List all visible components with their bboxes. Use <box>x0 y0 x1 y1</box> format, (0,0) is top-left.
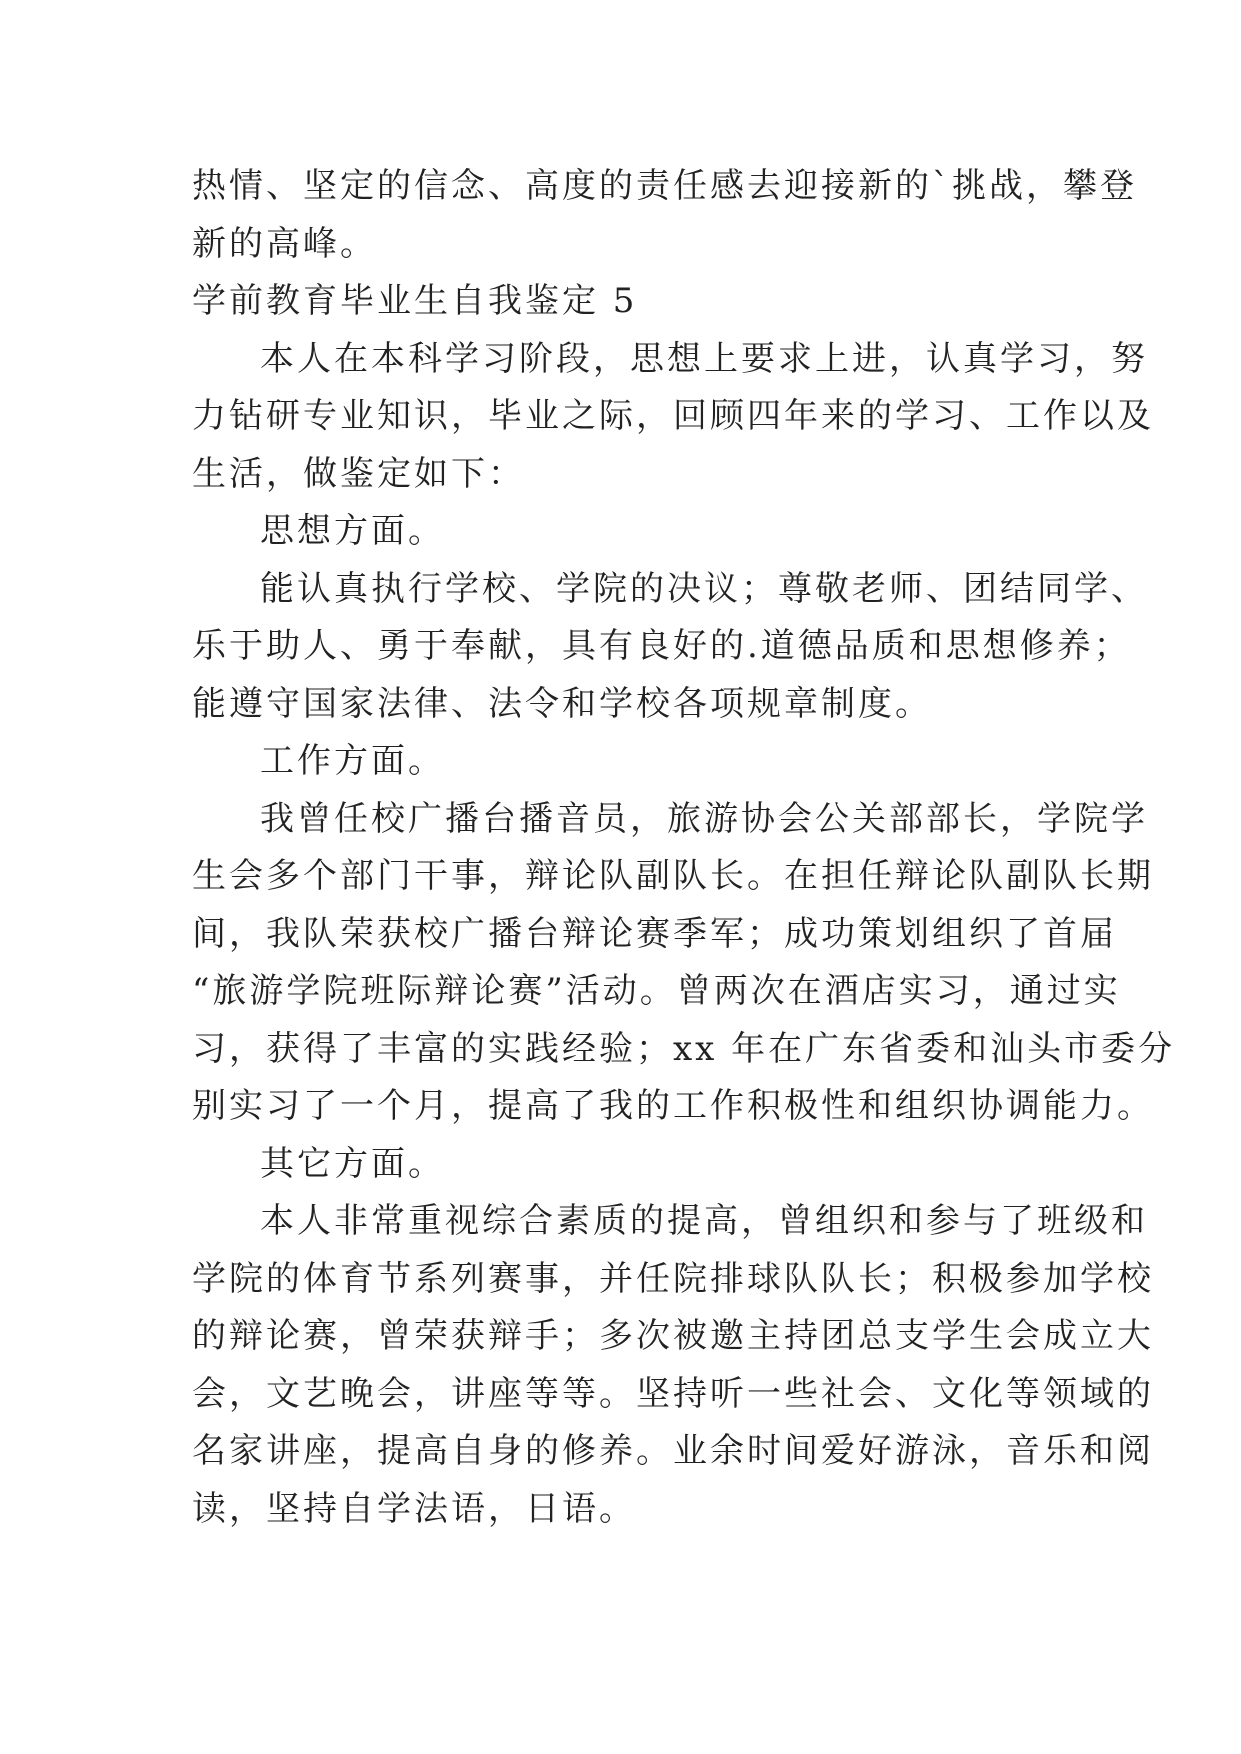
text-line: 新的高峰。 <box>192 223 377 264</box>
text-line: 读，坚持自学法语，日语。 <box>192 1488 636 1529</box>
text-line: 别实习了一个月，提高了我的工作积极性和组织协调能力。 <box>192 1086 1154 1126</box>
subsection-heading: 思想方面。 <box>260 511 445 551</box>
text-line: 生活，做鉴定如下： <box>192 453 525 494</box>
text-line: 会，文艺晚会，讲座等等。坚持听一些社会、文化等领域的 <box>192 1373 1154 1414</box>
text-line: 力钻研专业知识，毕业之际，回顾四年来的学习、工作以及 <box>192 396 1154 436</box>
text-line: 乐于助人、勇于奉献，具有良好的.道德品质和思想修养； <box>192 626 1131 666</box>
text-line: 学院的体育节系列赛事，并任院排球队队长；积极参加学校 <box>192 1258 1154 1299</box>
text-line: 名家讲座，提高自身的修养。业余时间爱好游泳，音乐和阅 <box>192 1431 1154 1471</box>
subsection-heading: 其它方面。 <box>260 1143 445 1184</box>
text-line: “旅游学院班际辩论赛”活动。曾两次在酒店实习，通过实 <box>192 971 1121 1011</box>
text-line: 本人在本科学习阶段，思想上要求上进，认真学习，努 <box>260 338 1148 379</box>
text-line: 热情、坚定的信念、高度的责任感去迎接新的`挑战，攀登 <box>192 166 1137 206</box>
text-line: 生会多个部门干事，辩论队副队长。在担任辩论队副队长期 <box>192 856 1154 896</box>
text-line: 能遵守国家法律、法令和学校各项规章制度。 <box>192 683 932 724</box>
subsection-heading: 工作方面。 <box>260 741 445 781</box>
document-body <box>192 158 1176 1538</box>
text-line: 的辩论赛，曾荣获辩手；多次被邀主持团总支学生会成立大 <box>192 1316 1154 1356</box>
text-line: 本人非常重视综合素质的提高，曾组织和参与了班级和 <box>260 1201 1148 1241</box>
text-line: 能认真执行学校、学院的决议；尊敬老师、团结同学、 <box>260 568 1148 609</box>
text-line: 习，获得了丰富的实践经验；xx 年在广东省委和汕头市委分 <box>192 1028 1176 1069</box>
text-line: 我曾任校广播台播音员，旅游协会公关部部长，学院学 <box>260 798 1148 839</box>
text-line: 间，我队荣获校广播台辩论赛季军；成功策划组织了首届 <box>192 913 1117 954</box>
section-heading: 学前教育毕业生自我鉴定 5 <box>192 281 638 321</box>
